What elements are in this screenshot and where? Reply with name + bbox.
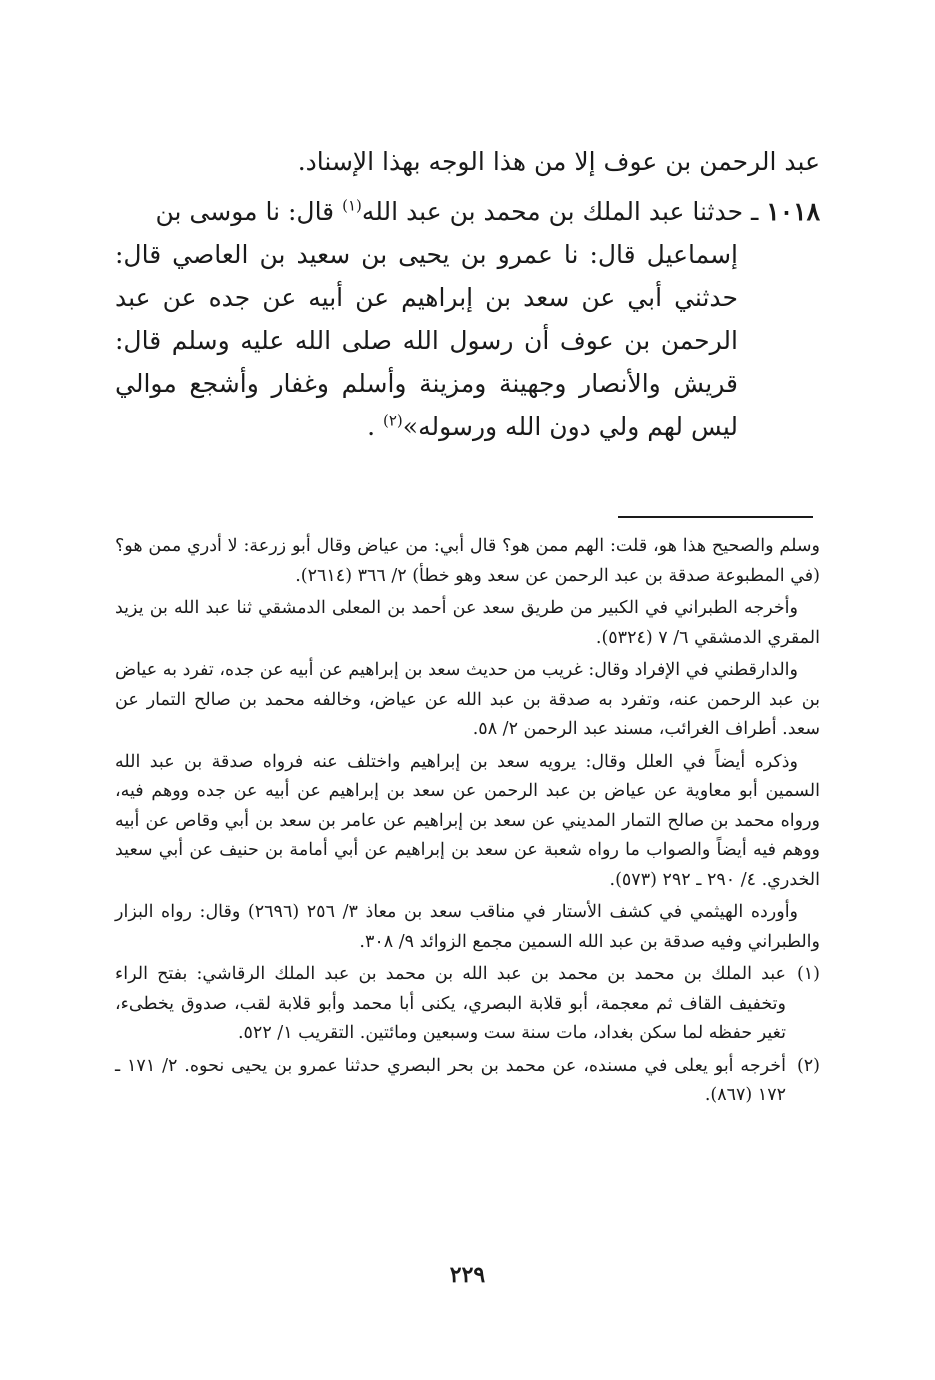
hadith-lead: ـ حدثنا عبد الملك بن محمد بن عبد الله	[361, 197, 759, 226]
footnote-1	[115, 960, 820, 1049]
note-paragraph-daraqutni: والدارقطني في الإفراد وقال: غريب من حديث سعد بن إبراهيم عن أبيه عن جده، تفرد به عياض بن عبد الرحمن عنه، وتفرد به صدقة بن عبد الله عن عياض، وخالفه محمد بن صالح التمار عن سعد. أطراف الغرائب، مسند عبد الرحمن ٢/ ٥٨.	[115, 660, 820, 739]
footnote-2	[115, 1052, 820, 1111]
footnote-number: (٢)	[796, 1055, 820, 1076]
hadith-1018	[115, 190, 820, 233]
intro-line: عبد الرحمن بن عوف إلا من هذا الوجه بهذا الإسناد.	[297, 147, 820, 176]
footnote-text: عبد الملك بن محمد بن محمد بن عبد الله بن محمد بن عبد الملك الرقاشي: بفتح الراء وتخفيف القاف ثم معجمة، أبو قلابة البصري، يكنى أبا محمد وأبو قلابة لقب، صدوق يخطىء، تغير حفظه لما سكن بغداد، مات سنة ست وسبعين ومائتين. التقريب ١/ ٥٢٢.	[115, 964, 786, 1043]
hadith-body	[115, 233, 820, 448]
hadith-end: .	[367, 412, 383, 441]
note-paragraph-ilal: وذكره أيضاً في العلل وقال: يرويه سعد بن إبراهيم واختلف عنه فرواه صدقة بن عبد الله السمين أبو معاوية عن عياض بن عبد الرحمن عن سعد بن إبراهيم عن أبيه عن جده ووهم فيه، ورواه محمد بن صالح التمار المديني عن سعد بن إبراهيم عن عامر بن سعد بن أبي وقاص عن أبيه ووهم فيه أيضاً والصواب ما رواه شعبة عن سعد بن إبراهيم عن أبي أمامة بن حنيف عن أبي سعيد الخدري. ٤/ ٢٩٠ ـ ٢٩٢ (٥٧٣).	[115, 751, 820, 890]
hadith-line1-rest: قال: نا موسى بن	[155, 197, 343, 226]
hadith-body-text: إسماعيل قال: نا عمرو بن يحيى بن سعيد بن العاصي قال: حدثني أبي عن سعد بن إبراهيم عن أبيه عن جده عن عبد الرحمن بن عوف أن رسول الله صلى الله عليه وسلم قال: قريش والأنصار وجهينة ومزينة وأسلم وغفار وأشجع موالي ليس لهم ولي دون الله ورسوله»	[115, 240, 738, 441]
note-paragraph-haythami: وأورده الهيثمي في كشف الأستار في مناقب سعد بن معاذ ٣/ ٢٥٦ (٢٦٩٦) وقال: رواه البزار والطبراني وفيه صدقة بن عبد الله السمين مجمع الزوائد ٩/ ٣٠٨.	[115, 902, 820, 952]
footnote-text: أخرجه أبو يعلى في مسنده، عن محمد بن بحر البصري حدثنا عمرو بن يحيى نحوه. ٢/ ١٧١ ـ ١٧٢ (٨٦٧).	[115, 1055, 786, 1105]
footnote-ref-2[interactable]: (٢)	[383, 411, 403, 430]
note-paragraph-tabarani: وأخرجه الطبراني في الكبير من طريق سعد عن أحمد بن المعلى الدمشقي ثنا عبد الله بن يزيد المقري الدمشقي ٦/ ٧ (٥٣٢٤).	[115, 598, 820, 648]
note-continuation: وسلم والصحيح هذا هو، قلت: الهم ممن هو؟ قال أبي: من عياض وقال أبو زرعة: لا أدري ممن هو؟ (في المطبوعة صدقة بن عبد الرحمن عن سعد وهو خطأ) ٢/ ٣٦٦ (٢٦١٤).	[115, 536, 820, 586]
main-text	[115, 140, 820, 448]
footnote-number: (١)	[796, 964, 820, 984]
page-number: ٢٢٩	[449, 1262, 486, 1288]
footnotes-section	[115, 532, 820, 1114]
footnote-divider	[618, 516, 813, 518]
footnote-ref-1[interactable]: (١)	[342, 196, 362, 215]
hadith-number: ١٠١٨	[766, 197, 820, 226]
